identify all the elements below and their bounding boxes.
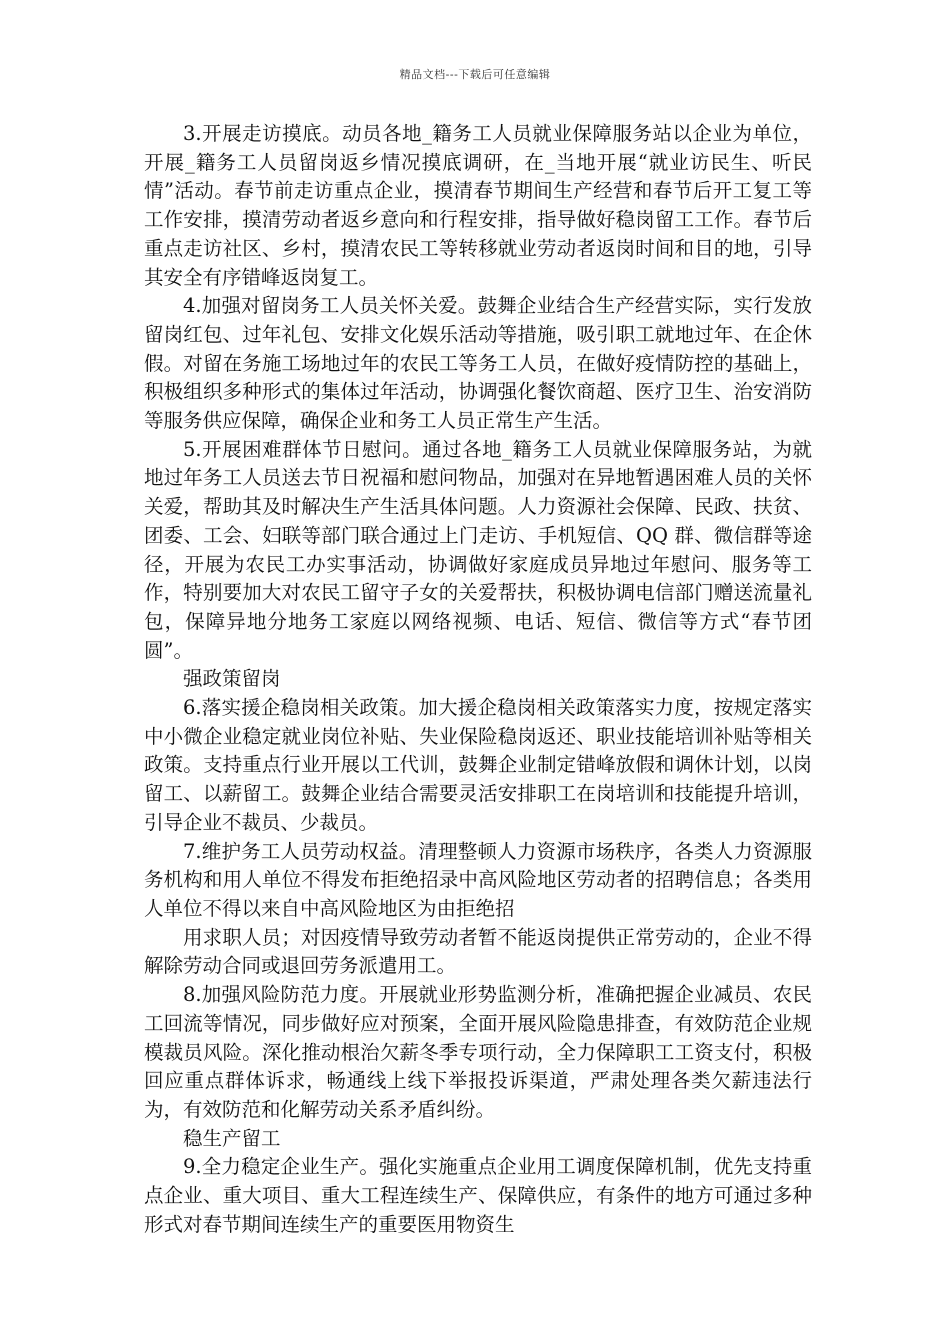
paragraph-item-6: 6.落实援企稳岗相关政策。加大援企稳岗相关政策落实力度，按规定落实中小微企业稳定就业岗位补贴、失业保险稳岗返还、职业技能培训补贴等相关政策。支持重点行业开展以工代训，鼓舞企业制定错峰放假和调休计划，以岗留工、以薪留工。鼓舞企业结合需要灵活安排职工在岗培训和技能提升培训，引导企业不裁员、少裁员。 (144, 696, 812, 834)
paragraph-item-4: 4.加强对留岗务工人员关怀关爱。鼓舞企业结合生产经营实际，实行发放留岗红包、过年礼包、安排文化娱乐活动等措施，吸引职工就地过年、在企休假。对留在务施工场地过年的农民工等务工人员，在做好疫情防控的基础上，积极组织多种形式的集体过年活动，协调强化餐饮商超、医疗卫生、治安消防等服务供应保障，确保企业和务工人员正常生产生活。 (144, 294, 812, 433)
paragraph-item-8: 8.加强风险防范力度。开展就业形势监测分析，准确把握企业减员、农民工回流等情况，同步做好应对预案，全面开展风险隐患排查，有效防范企业规模裁员风险。深化推动根治欠薪冬季专项行动，全力保障职工工资支付，积极回应重点群体诉求，畅通线上线下举报投诉渠道，严肃处理各类欠薪违法行为，有效防范和化解劳动关系矛盾纠纷。 (144, 983, 812, 1121)
page-header: 精品文档---下载后可任意编辑 (399, 68, 551, 81)
paragraph-item-7: 7.维护务工人员劳动权益。清理整顿人力资源市场秩序，各类人力资源服务机构和用人单位不得发布拒绝招录中高风险地区劳动者的招聘信息；各类用人单位不得以来自中高风险地区为由拒绝招 (144, 839, 812, 920)
paragraph-item-5: 5.开展困难群体节日慰问。通过各地_籍务工人员就业保障服务站，为就地过年务工人员送去节日祝福和慰问物品，加强对在异地暂遇困难人员的关怀关爱，帮助其及时解决生产生活具体问题。人力资源社会保障、民政、扶贫、团委、工会、妇联等部门联合通过上门走访、手机短信、QQ 群、微信群等途径，开展为农民工办实事活动，协调做好家庭成员异地过年慰问、服务等工作，特别要加大对农民工留守子女的关爱帮扶，积极协调电信部门赠送流量礼包，保障异地分地务工家庭以网络视频、电话、短信、微信等方式“春节团圆”。 (144, 437, 812, 662)
document-body (144, 120, 812, 1239)
paragraph-item-9: 9.全力稳定企业生产。强化实施重点企业用工调度保障机制，优先支持重点企业、重大项目、重大工程连续生产、保障供应，有条件的地方可通过多种形式对春节期间连续生产的重要医用物资生 (144, 1155, 812, 1236)
section-heading-production: 稳生产留工 (183, 1126, 281, 1150)
section-heading-policy: 强政策留岗 (183, 667, 281, 691)
paragraph-item-3: 3.开展走访摸底。动员各地_籍务工人员就业保障服务站以企业为单位，开展_籍务工人员留岗返乡情况摸底调研，在_当地开展“就业访民生、听民情”活动。春节前走访重点企业，摸清春节期间生产经营和春节后开工复工等工作安排，摸清劳动者返乡意向和行程安排，指导做好稳岗留工工作。春节后重点走访社区、乡村，摸清农民工等转移就业劳动者返岗时间和目的地，引导其安全有序错峰返岗复工。 (144, 122, 812, 289)
paragraph-item-7-continued: 用求职人员；对因疫情导致劳动者暂不能返岗提供正常劳动的，企业不得解除劳动合同或退回劳务派遣用工。 (144, 925, 812, 978)
